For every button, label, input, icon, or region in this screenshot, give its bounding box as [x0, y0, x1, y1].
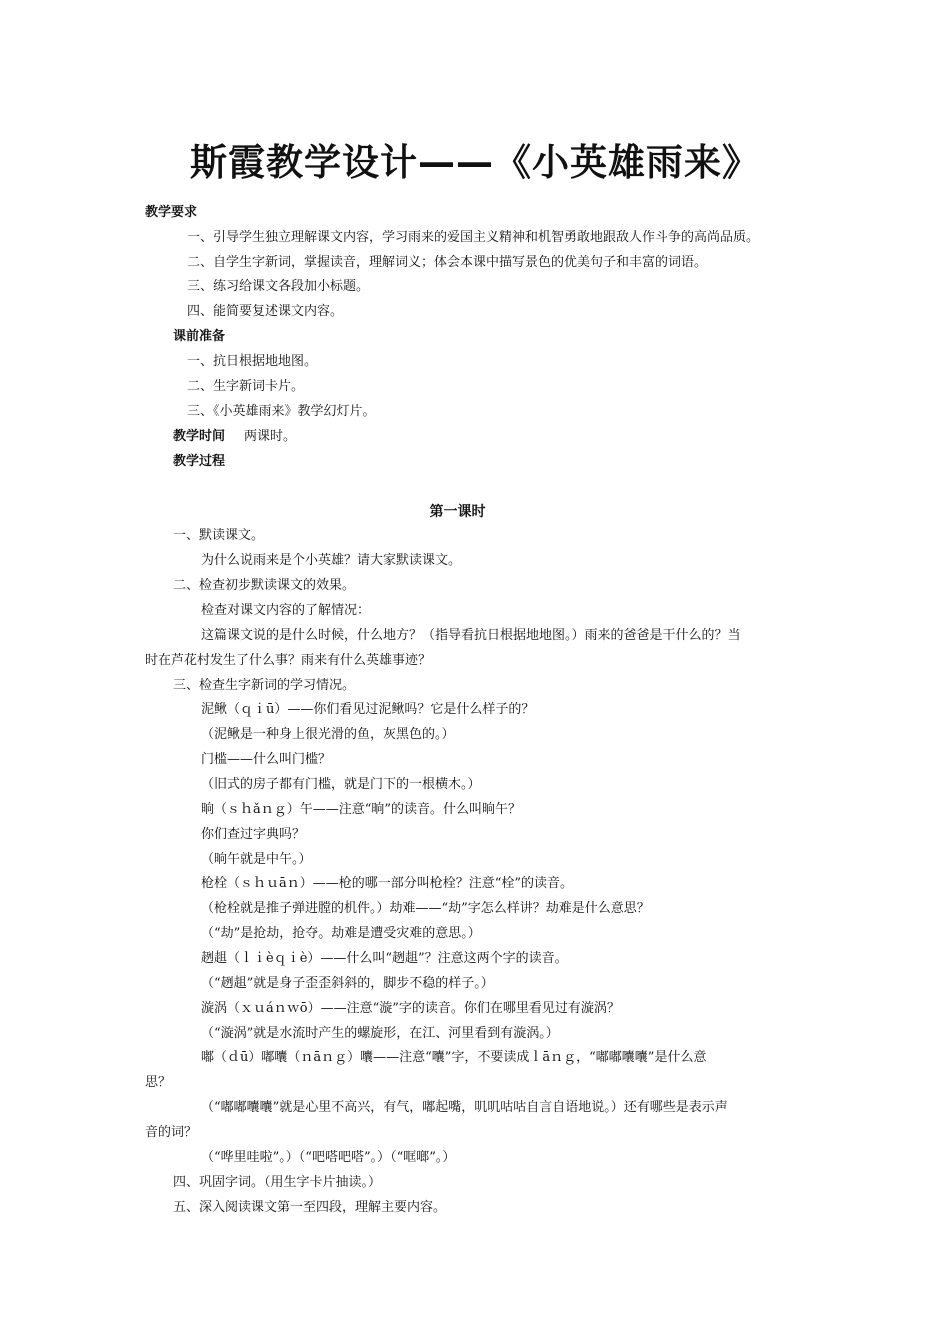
body-line: （“漩涡”就是水流时产生的螺旋形，在江、河里看到有漩涡。）	[201, 1026, 559, 1041]
body-line: （“劫”是抢劫，抢夺。劫难是遭受灾难的意思。）	[201, 926, 481, 941]
section-heading-preparation: 课前准备	[173, 329, 226, 344]
body-line: 泥鳅（ｑｉū）——你们看见过泥鳅吗？它是什么样子的？	[201, 702, 535, 717]
requirement-item: 四、能简要复述课文内容。	[187, 304, 344, 319]
body-line: 二、检查初步默读课文的效果。	[173, 578, 356, 593]
preparation-item: 一、抗日根据地地图。	[187, 354, 318, 369]
body-line: （枪栓就是推子弹进膛的机件。）劫难——“劫”字怎么样讲？劫难是什么意思？	[201, 901, 650, 916]
body-line: 门槛——什么叫门槛？	[201, 752, 332, 767]
body-line: （旧式的房子都有门槛，就是门下的一根横木。）	[201, 777, 481, 792]
body-line: （泥鳅是一种身上很光滑的鱼，灰黑色的。）	[201, 727, 455, 742]
body-line: 晌（ｓｈǎｎｇ）午——注意“晌”的读音。什么叫晌午？	[201, 802, 522, 817]
body-line: 三、检查生字新词的学习情况。	[173, 678, 356, 693]
body-line: 时在芦花村发生了什么事？雨来有什么英雄事迹？	[145, 653, 432, 668]
body-line: （“趔趄”就是身子歪歪斜斜的，脚步不稳的样子。）	[201, 976, 494, 991]
body-line: 嘟（ｄū）嘟囔（ｎāｎｇ）囔——注意“囔”字，不要读成ｌāｎｇ，“嘟嘟囔囔”是什么意	[201, 1050, 707, 1065]
teaching-time-value: 两课时。	[244, 429, 297, 444]
body-line: （“哗里哇啦”。）（“吧嗒吧嗒”。）（“哐啷”。）	[201, 1150, 456, 1165]
lesson-title: 第一课时	[429, 504, 486, 520]
body-line: （晌午就是中午。）	[201, 852, 312, 867]
requirement-item: 二、自学生字新词，掌握读音，理解词义；体会本课中描写景色的优美句子和丰富的词语。	[187, 255, 708, 270]
section-heading-time: 教学时间	[173, 429, 226, 444]
body-line: 音的词？	[145, 1125, 198, 1140]
preparation-item: 三、《小英雄雨来》教学幻灯片。	[187, 404, 376, 419]
body-line: 为什么说雨来是个小英雄？请大家默读课文。	[201, 553, 462, 568]
preparation-item: 二、生字新词卡片。	[187, 379, 305, 394]
body-line: 你们查过字典吗？	[201, 827, 306, 842]
body-line: 五、深入阅读课文第一至四段，理解主要内容。	[173, 1200, 447, 1215]
body-line: 这篇课文说的是什么时候，什么地方？（指导看抗日根据地地图。）雨来的爸爸是干什么的？当	[201, 628, 741, 643]
body-line: 思？	[145, 1075, 172, 1090]
requirement-item: 一、引导学生独立理解课文内容，学习雨来的爱国主义精神和机智勇敢地跟敌人作斗争的高尚品质。	[187, 230, 760, 245]
body-line: 枪栓（ｓｈｕāｎ）——枪的哪一部分叫枪栓？注意“栓”的读音。	[201, 876, 574, 891]
body-line: 一、默读课文。	[173, 528, 265, 543]
body-line: 检查对课文内容的了解情况：	[201, 603, 371, 618]
body-line: 漩涡（ｘｕáｎｗō）——注意“漩”字的读音。你们在哪里看见过有漩涡？	[201, 1001, 620, 1016]
body-line: 四、巩固字词。（用生字卡片抽读。）	[173, 1175, 382, 1190]
section-heading-process: 教学过程	[173, 454, 226, 469]
section-heading-requirements: 教学要求	[145, 205, 198, 220]
requirement-item: 三、练习给课文各段加小标题。	[187, 279, 370, 294]
document-title: 斯霞教学设计——《小英雄雨来》	[190, 141, 760, 184]
body-line: （“嘟嘟囔囔”就是心里不高兴，有气，嘟起嘴，叽叽咕咕自言自语地说。）还有哪些是表示声	[201, 1100, 728, 1115]
body-line: 趔趄（ｌｉèｑｉè）——什么叫“趔趄”？注意这两个字的读音。	[201, 951, 568, 966]
